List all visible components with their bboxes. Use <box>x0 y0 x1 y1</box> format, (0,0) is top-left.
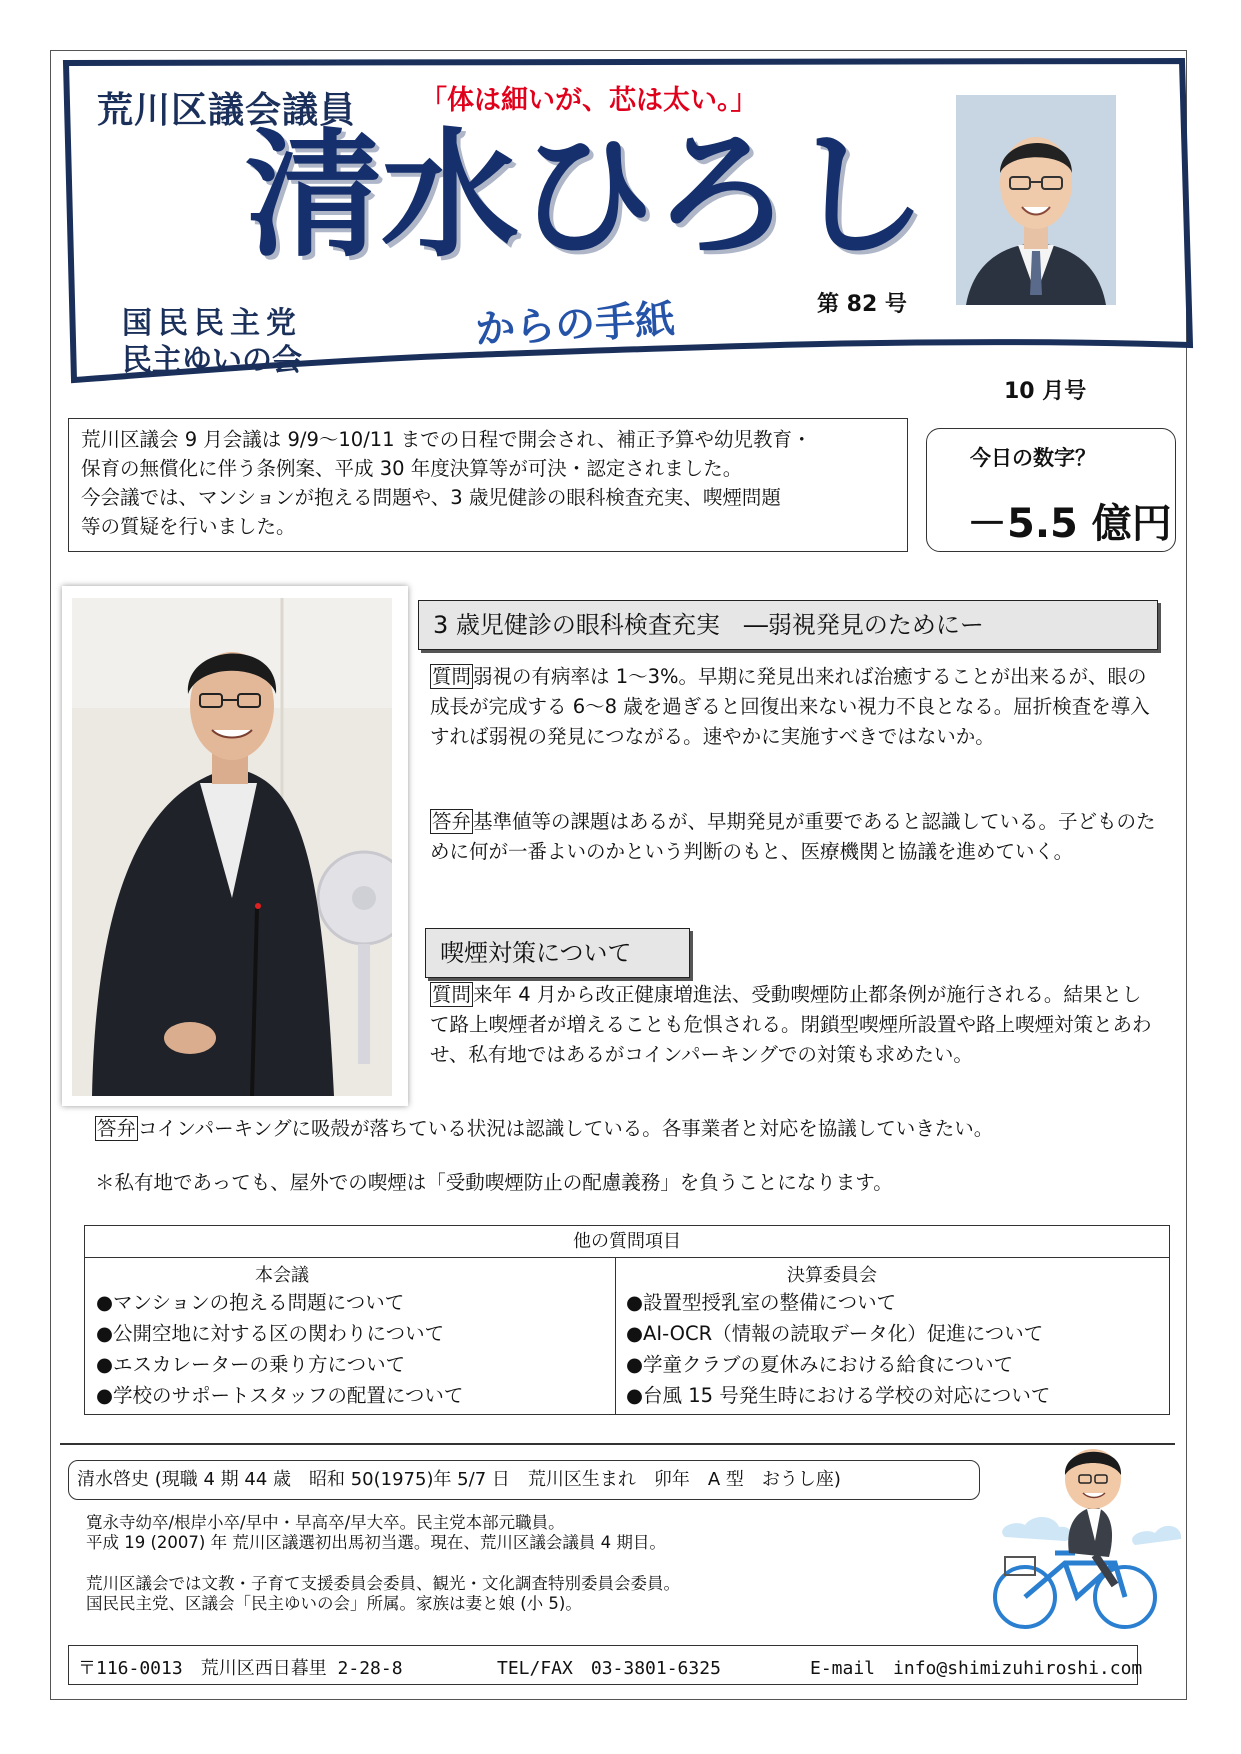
table-title: 他の質問項目 <box>573 1231 681 1252</box>
intro-line: 荒川区議会 9 月会議は 9/9～10/11 までの日程で開会され、補正予算や幼児教育・ <box>81 428 812 451</box>
postal-address: 〒116-0013 荒川区西日暮里 2-28-8 <box>78 1658 403 1679</box>
question-tag: 質問 <box>432 665 472 688</box>
list-item: ●エスカレーターの乗り方について <box>96 1353 406 1376</box>
profile-line: 国民民主党、区議会「民主ゆいの会」所属。家族は妻と娘 (小 5)。 <box>86 1594 582 1613</box>
question-text: 弱視の有病率は 1～3%。早期に発見出来れば治癒することが出来るが、眼の成長が完成する 6～8 歳を過ぎると回復出来ない視力不良となる。屈折検査を導入すれば弱視の発見につながる。速やかに実施すべきではないか。 <box>430 665 1150 748</box>
table-divider <box>84 1257 1170 1258</box>
answer-smoking <box>95 1114 1175 1144</box>
caucus-name: 民主ゆいの会 <box>122 343 302 378</box>
list-item: ●AI-OCR（情報の読取データ化）促進について <box>626 1322 1044 1345</box>
list-item: ●マンションの抱える問題について <box>96 1291 405 1314</box>
newsletter-subtitle: からの手紙 <box>474 296 677 354</box>
intro-summary <box>68 418 908 552</box>
answer-eye-exam <box>430 807 1160 867</box>
list-item: ●設置型授乳室の整備について <box>626 1291 897 1314</box>
assembly-title: 荒川区議会議員 <box>97 90 357 131</box>
profile-line: 平成 19 (2007) 年 荒川区議選初出馬初当選。現在、荒川区議会議員 4 期目。 <box>86 1533 666 1552</box>
plenary-heading: 本会議 <box>255 1265 309 1286</box>
answer-tag: 答弁 <box>97 1117 137 1140</box>
email-address[interactable]: E-mail info@shimizuhiroshi.com <box>810 1658 1143 1679</box>
intro-line: 等の質疑を行いました。 <box>81 515 296 538</box>
profile-line: 寛永寺幼卒/根岸小卒/早中・早高卒/早大卒。民主党本部元職員。 <box>86 1513 565 1532</box>
portrait-photo <box>956 95 1116 305</box>
todays-number-label: 今日の数字？ <box>970 446 1096 470</box>
question-text: 来年 4 月から改正健康増進法、受動喫煙防止都条例が施行される。結果として路上喫煙者が増えることも危惧される。閉鎖型喫煙所設置や路上喫煙対策とあわせ、私有地ではあるがコインパーキングでの対策も求めたい。 <box>430 983 1152 1066</box>
question-tag: 質問 <box>432 983 472 1006</box>
issue-month: 10 月号 <box>1004 379 1087 404</box>
section-heading-smoking: 喫煙対策について <box>425 928 690 978</box>
budget-committee-list <box>626 1287 1050 1411</box>
issue-number: 第 82 号 <box>817 292 907 317</box>
list-item: ●台風 15 号発生時における学校の対応について <box>626 1384 1051 1407</box>
plenary-list <box>96 1287 463 1411</box>
question-eye-exam <box>430 662 1160 752</box>
intro-line: 今会議では、マンションが抱える問題や、3 歳児健診の眼科検査充実、喫煙問題 <box>81 486 781 509</box>
bicycle-caricature-illustration <box>985 1445 1185 1635</box>
answer-tag: 答弁 <box>432 810 472 833</box>
todays-number-value: －5.5 億円 <box>967 501 1172 547</box>
candidate-name: 清水ひろし <box>245 115 926 276</box>
slogan: 「体は細いが、芯は太い。」 <box>420 85 758 116</box>
answer-text: 基準値等の課題はあるが、早期発見が重要であると認識している。子どものために何が一番よいのかという判断のもと、医療機関と協議を進めていく。 <box>430 810 1156 863</box>
profile-header: 清水啓史 (現職 4 期 44 歳 昭和 50(1975)年 5/7 日 荒川区生まれ 卯年 A 型 おうし座) <box>68 1460 980 1500</box>
profile-line: 荒川区議会では文教・子育て支援委員会委員、観光・文化調査特別委員会委員。 <box>86 1574 680 1593</box>
section-heading-eye-exam: 3 歳児健診の眼科検査充実 ―弱視発見のためにー <box>418 600 1158 650</box>
list-item: ●学校のサポートスタッフの配置について <box>96 1384 464 1407</box>
question-smoking <box>430 980 1160 1070</box>
answer-text: コインパーキングに吸殻が落ちている状況は認識している。各事業者と対応を協議していきたい。 <box>138 1117 994 1140</box>
speech-photo <box>72 598 392 1096</box>
smoking-note: ＊私有地であっても、屋外での喫煙は「受動喫煙防止の配慮義務」を負うことになります。 <box>95 1171 893 1194</box>
phone-fax[interactable]: TEL/FAX 03-3801-6325 <box>497 1658 721 1679</box>
budget-committee-heading: 決算委員会 <box>787 1265 877 1286</box>
list-item: ●学童クラブの夏休みにおける給食について <box>626 1353 1014 1376</box>
list-item: ●公開空地に対する区の関わりについて <box>96 1322 445 1345</box>
table-column-divider <box>615 1257 616 1415</box>
party-name: 国民民主党 <box>122 306 302 341</box>
intro-line: 保育の無償化に伴う条例案、平成 30 年度決算等が可決・認定されました。 <box>81 457 743 480</box>
